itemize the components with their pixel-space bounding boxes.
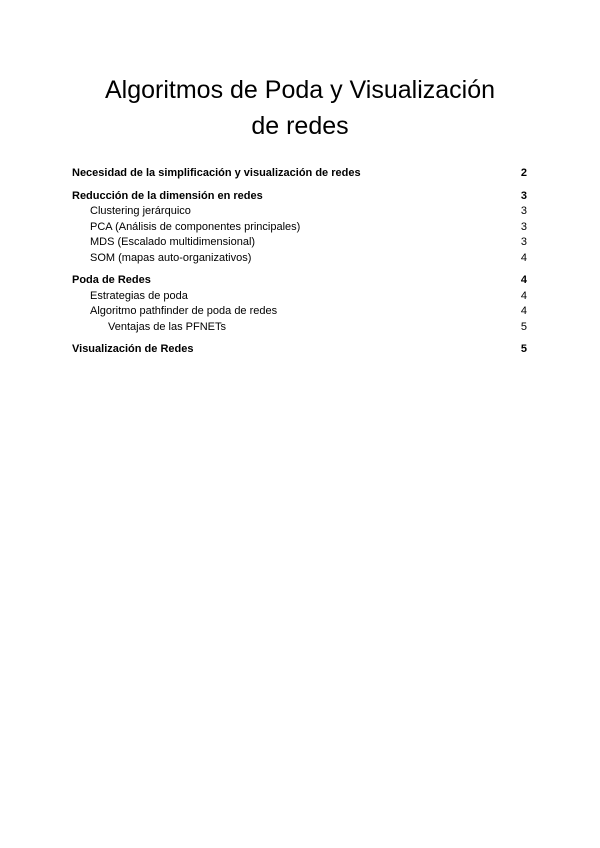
toc-entry[interactable] (72, 320, 527, 336)
toc-entry-label: Visualización de Redes (72, 343, 194, 355)
toc-entry[interactable] (72, 273, 527, 289)
toc-entry-page: 5 (520, 320, 527, 333)
toc-entry-page: 4 (520, 274, 527, 286)
toc-entry-label: SOM (mapas auto-organizativos) (90, 251, 252, 264)
toc-entry[interactable] (72, 235, 527, 251)
toc-entry[interactable] (72, 189, 527, 205)
toc-entry[interactable] (72, 204, 527, 220)
toc-entry[interactable] (72, 342, 527, 358)
toc-entry-page: 3 (520, 205, 527, 217)
document-title (0, 72, 600, 144)
toc-entry-label: Clustering jerárquico (90, 205, 191, 217)
toc-entry-label: Necesidad de la simplificación y visualización de redes (72, 167, 361, 179)
toc-entry-label: Ventajas de las PFNETs (108, 320, 227, 333)
toc-entry-page: 3 (520, 220, 527, 233)
toc-entry-page: 5 (520, 343, 527, 355)
toc-entry[interactable] (72, 166, 527, 182)
toc-entry-page: 3 (520, 189, 527, 202)
toc-entry[interactable] (72, 220, 527, 236)
title-line-1: Algoritmos de Poda y Visualización (104, 76, 496, 104)
title-line-2: de redes (251, 112, 349, 140)
toc-entry-page: 4 (520, 251, 527, 264)
toc-entry[interactable] (72, 304, 527, 320)
toc-entry-label: Algoritmo pathfinder de poda de redes (90, 305, 278, 317)
toc-entry-label: Reducción de la dimensión en redes (72, 189, 263, 202)
toc-entry-page: 2 (520, 167, 527, 179)
toc-entry[interactable] (72, 289, 527, 305)
toc-entry-label: Estrategias de poda (90, 289, 188, 302)
table-of-contents (72, 166, 527, 358)
toc-entry[interactable] (72, 251, 527, 267)
toc-entry-page: 3 (520, 236, 527, 248)
toc-entry-label: PCA (Análisis de componentes principales) (90, 220, 301, 233)
toc-entry-page: 4 (520, 289, 527, 302)
toc-entry-label: MDS (Escalado multidimensional) (90, 236, 256, 248)
toc-entry-page: 4 (520, 305, 527, 317)
toc-entry-label: Poda de Redes (72, 274, 151, 286)
